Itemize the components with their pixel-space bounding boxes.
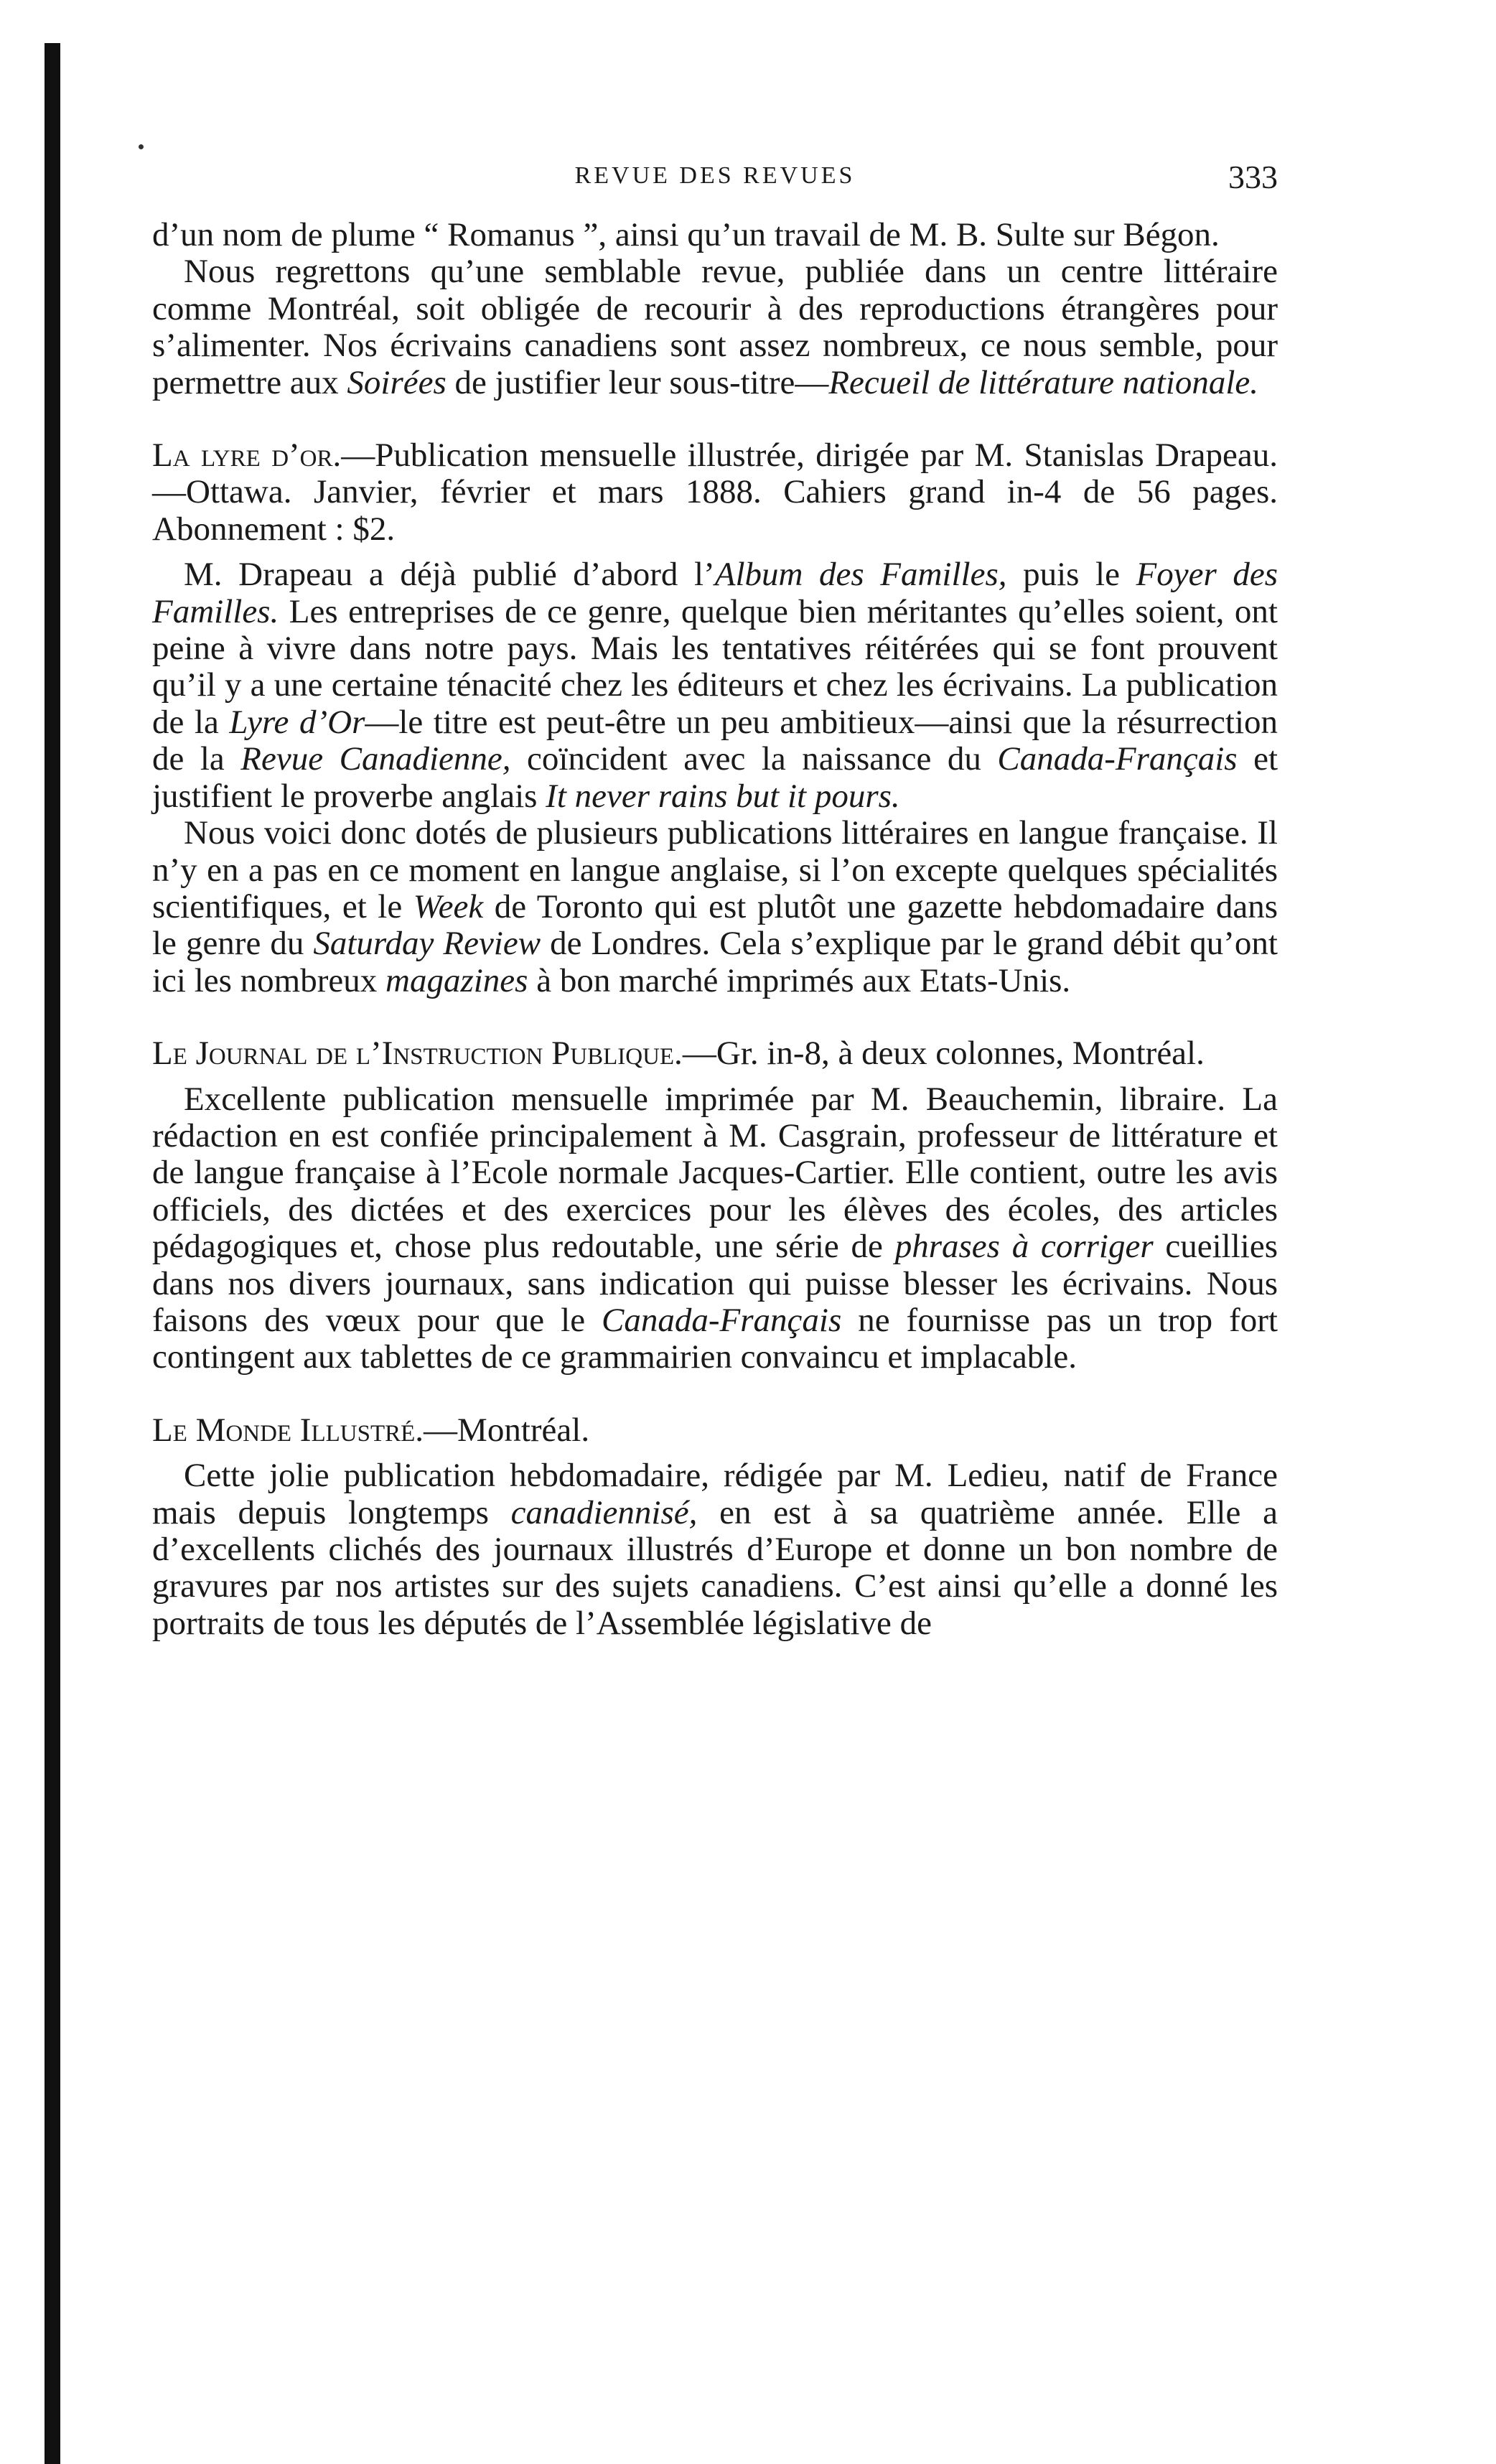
- text-run: et justifient le proverbe anglais: [152, 740, 1278, 815]
- text-run: Excellente publication mensuelle imprimée par M. Beauchemin, libraire. La rédaction en est confiée principalement à M. Casgrain, professeur de littérature et de langue française à l’Ecole normale Jacques-Cartier. Elle contient, outre les avis officiels, des dictées et des exercices pour les élèves des écoles, des articles pédagogiques et, chose plus redoutable, une série de: [152, 1080, 1278, 1266]
- ink-speck: [139, 144, 144, 149]
- entry-heading-journal: [152, 1035, 1278, 1072]
- paragraph-monde-1: [152, 1457, 1278, 1642]
- italic-title: Canada-Français: [602, 1301, 842, 1339]
- text-run: de justifier leur sous-titre—: [446, 363, 829, 401]
- paragraph-journal-1: [152, 1081, 1278, 1376]
- text-run: ne fournisse pas un trop fort contingent aux tablettes de ce grammairien convaincu et implacable.: [152, 1301, 1278, 1376]
- entry-title: Le Monde Illustré.: [152, 1411, 424, 1449]
- text-run: d’un nom de plume “ Romanus ”, ainsi qu’un travail de M. B. Sulte sur Bégon.: [152, 216, 1220, 253]
- page-number: 333: [1228, 159, 1278, 195]
- italic-title: Recueil de littérature nationale.: [828, 363, 1258, 401]
- text-run: de Londres. Cela s’explique par le grand débit qu’ont ici les nombreux: [152, 925, 1278, 999]
- text-run: coïncident avec la naissance du: [510, 740, 998, 778]
- text-run: à bon marché imprimés aux Etats-Unis.: [528, 961, 1071, 999]
- running-head: [152, 158, 1278, 201]
- italic-title: Week: [413, 887, 484, 925]
- text-run: Les entreprises de ce genre, quelque bien méritantes qu’elles soient, ont peine à vivre dans notre pays. Mais les tentatives réitérées qui se font prouvent qu’il y a une certaine ténacité chez les éditeurs et chez les écrivains. La publication de la: [152, 592, 1278, 741]
- italic-title: Saturday Review: [313, 925, 541, 963]
- entry-title: Le Journal de l’Instruction Publique.: [152, 1035, 683, 1073]
- entry-gap: [152, 1376, 1278, 1412]
- text-run: de Toronto qui est plutôt une gazette hebdomadaire dans le genre du: [152, 887, 1278, 963]
- text-run: en est à sa quatrième année. Elle a d’excellents clichés des journaux illustrés d’Europe et donne un bon nombre de gravures par nos artistes sur des sujets canadiens. C’est ainsi qu’elle a donné les portraits de tous les députés de l’Assemblée législative de: [152, 1493, 1278, 1642]
- text-run: cueillies dans nos divers journaux, sans indication qui puisse blesser les écrivains. Nous faisons des vœux pour que le: [152, 1228, 1278, 1339]
- text-run: Nous voici donc dotés de plusieurs publications littéraires en langue française. Il n’y en a pas en ce moment en langue anglaise, si l’on excepte quelques spécialités scientifiques, et le: [152, 814, 1278, 925]
- continuation-paragraph: [152, 217, 1278, 253]
- entry-title: La lyre d’or.: [152, 437, 342, 475]
- paragraph-lyre-2: [152, 815, 1278, 999]
- italic-title: Soirées: [347, 363, 447, 401]
- running-title: REVUE DES REVUES: [574, 162, 856, 189]
- italic-proverb: It never rains but it pours.: [546, 777, 900, 815]
- entry-details: —Publication mensuelle illustrée, dirigée par M. Stanislas Drapeau.—Ottawa. Janvier, février et mars 1888. Cahiers grand in-4 de 56 pages. Abonnement : $2.: [152, 437, 1278, 548]
- page-binding-edge: [45, 43, 60, 2464]
- italic-title: Foyer des Familles.: [152, 556, 1278, 630]
- italic-title: Lyre d’Or: [229, 703, 365, 741]
- italic-title: Album des Familles,: [714, 556, 1007, 594]
- entry-heading-monde: [152, 1412, 1278, 1449]
- text-run: M. Drapeau a déjà publié d’abord l’: [184, 556, 715, 594]
- text-run: —le titre est peut-être un peu ambitieux—ainsi que la résurrection de la: [152, 703, 1278, 778]
- entry-details: —Montréal.: [424, 1411, 590, 1449]
- entry-gap: [152, 999, 1278, 1035]
- paragraph-lyre-1: [152, 556, 1278, 815]
- italic-word: canadiennisé,: [510, 1493, 698, 1531]
- book-page: [152, 158, 1278, 1642]
- italic-title: Canada-Français: [997, 740, 1238, 778]
- text-run: Nous regrettons qu’une semblable revue, publiée dans un centre littéraire comme Montréal, soit obligée de recourir à des reproductions étrangères pour s’alimenter. Nos écrivains canadiens sont assez nombreux, ce nous semble, pour permettre aux: [152, 253, 1278, 401]
- paragraph-soirees: [152, 253, 1278, 401]
- text-run: Cette jolie publication hebdomadaire, rédigée par M. Ledieu, natif de France mais depuis longtemps: [152, 1457, 1278, 1531]
- italic-word: magazines: [385, 961, 528, 999]
- entry-details: —Gr. in-8, à deux colonnes, Montréal.: [682, 1035, 1205, 1073]
- italic-phrase: phrases à corriger: [894, 1228, 1154, 1266]
- page-text: [152, 217, 1278, 1642]
- entry-heading-lyre: [152, 437, 1278, 548]
- text-run: puis le: [1006, 556, 1136, 594]
- entry-gap: [152, 401, 1278, 437]
- italic-title: Revue Canadienne,: [240, 740, 511, 778]
